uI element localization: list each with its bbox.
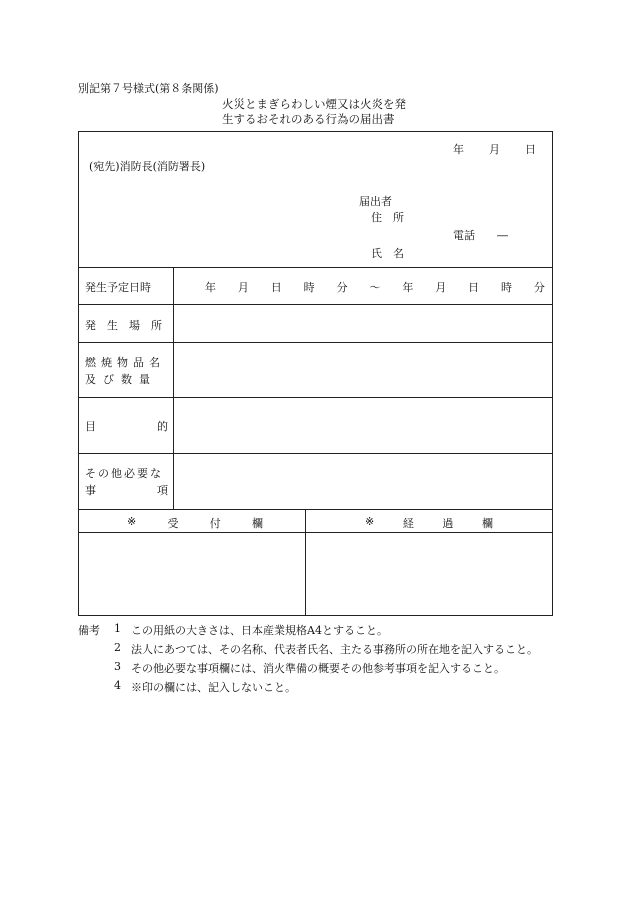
schedule-label-text: 発生予定日時: [85, 281, 151, 294]
purpose-label-2: 的: [157, 420, 168, 433]
progress-char: 経: [402, 517, 414, 530]
notifier-label: 届出者: [359, 195, 392, 208]
divider: [173, 267, 174, 509]
note-number: 3: [114, 660, 121, 673]
reception-header: [127, 515, 263, 531]
header-day: 日: [525, 143, 536, 156]
schedule-unit: 年: [205, 281, 216, 294]
schedule-unit: 分: [336, 281, 348, 294]
progress-header: [365, 515, 493, 531]
divider: [79, 267, 552, 268]
reception-mark: ※: [127, 515, 137, 528]
divider: [79, 453, 552, 454]
schedule-unit: 時: [501, 281, 513, 294]
address-label: 住 所: [371, 211, 404, 224]
place-label: 発 生 場 所: [85, 319, 162, 332]
divider: [79, 342, 552, 343]
material-label-2: 及び数量: [85, 373, 157, 386]
divider: [79, 304, 552, 305]
schedule-unit: 時: [303, 281, 315, 294]
name-label: 氏 名: [371, 247, 404, 260]
header-month: 月: [489, 143, 500, 156]
divider: [79, 397, 552, 398]
divider: [305, 509, 306, 615]
purpose-label-1: 目: [85, 420, 96, 433]
divider: [79, 509, 552, 510]
schedule-unit: 日: [468, 281, 480, 294]
schedule-unit: 日: [270, 281, 282, 294]
header-year: 年: [453, 143, 464, 156]
form-title: [222, 97, 422, 127]
reception-char: 受: [167, 517, 179, 530]
note-number: 2: [114, 641, 121, 654]
note-number: 1: [114, 622, 121, 635]
notes-title: 備考: [78, 624, 100, 637]
reception-char: 欄: [251, 517, 263, 530]
progress-char: 過: [442, 517, 454, 530]
divider: [79, 532, 552, 533]
note-number: 4: [114, 679, 121, 692]
other-label-2b: 項: [157, 484, 168, 497]
note-text: この用紙の大きさは、日本産業規格A4とすること。: [131, 624, 388, 637]
note-text: その他必要な事項欄には、消火準備の概要その他参考事項を記入すること。: [131, 662, 505, 675]
progress-char: 欄: [482, 517, 493, 530]
schedule-unit: 年: [402, 281, 414, 294]
form-frame: [78, 131, 553, 616]
schedule-unit: 月: [435, 281, 447, 294]
schedule-unit: 月: [237, 281, 249, 294]
reception-char: 付: [209, 517, 221, 530]
form-title-line-2: 生するおそれのある行為の届出書: [222, 112, 395, 126]
form-title-line-1: 火災とまぎらわしい煙又は火炎を発: [222, 97, 406, 111]
progress-mark: ※: [365, 515, 375, 528]
schedule-value: [205, 279, 545, 295]
material-label-1: 燃焼物品名: [85, 356, 165, 369]
note-text: ※印の欄には、記入しないこと。: [131, 681, 296, 694]
schedule-label: [85, 279, 167, 295]
schedule-unit: 分: [533, 281, 545, 294]
addressee: (宛先)消防長(消防署長): [89, 160, 206, 173]
schedule-separator: 〜: [369, 281, 381, 294]
other-label-1: その他必要な: [85, 467, 163, 480]
other-label-2a: 事: [85, 484, 96, 497]
phone-label: 電話 ―: [453, 229, 508, 242]
form-label: 別記第７号様式(第８条関係): [78, 82, 219, 95]
note-text: 法人にあつては、その名称、代表者氏名、主たる事務所の所在地を記入すること。: [131, 643, 538, 656]
